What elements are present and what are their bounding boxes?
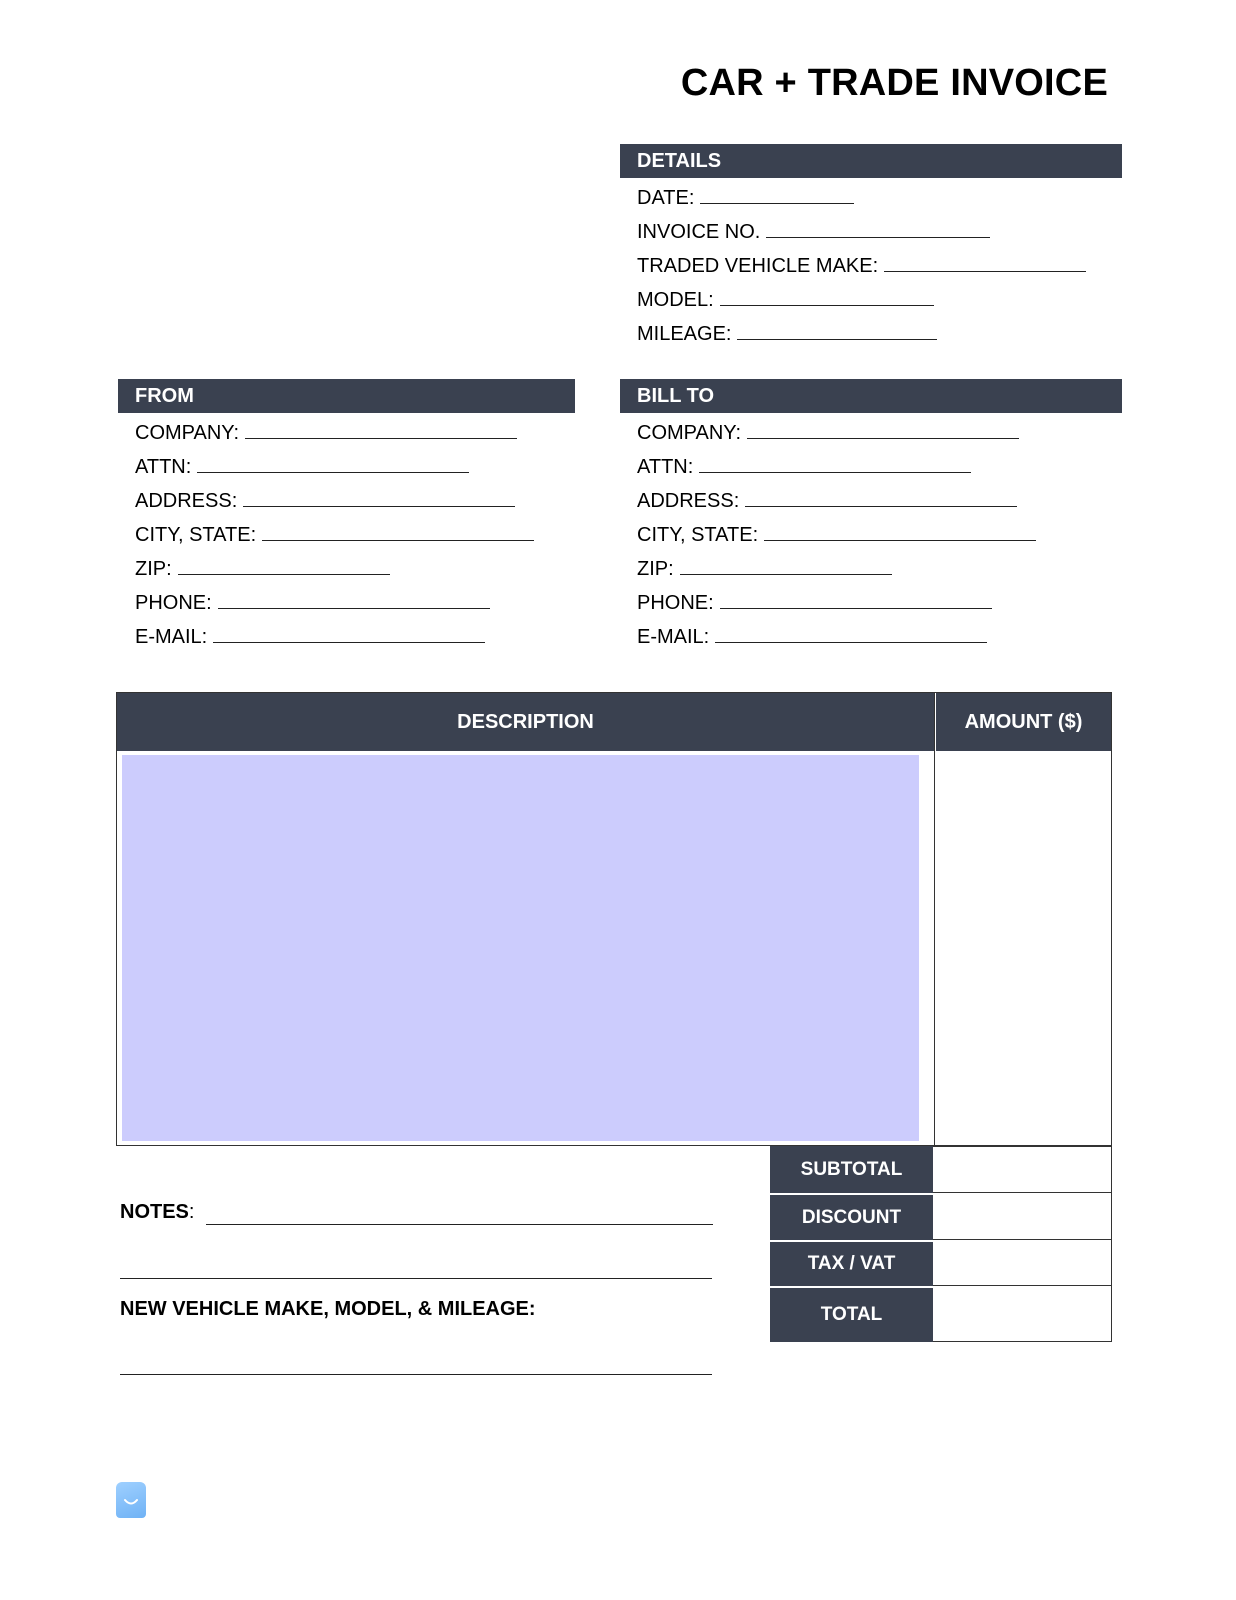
tax-vat-value[interactable] [933,1240,1112,1286]
from-company-label: COMPANY: [135,422,240,444]
details-date-row [637,181,1086,215]
bill-to-city-state-label: CITY, STATE: [637,524,759,546]
date-field[interactable] [700,187,854,204]
discount-value[interactable] [933,1193,1112,1240]
notes-colon: : [188,1201,195,1223]
from-city-state-label: CITY, STATE: [135,524,257,546]
new-vehicle-label: NEW VEHICLE MAKE, MODEL, & MILEAGE: [120,1298,536,1320]
from-address-row [135,484,534,518]
bill-to-company-label: COMPANY: [637,422,742,444]
from-address-label: ADDRESS: [135,490,238,512]
from-attn-row [135,450,534,484]
details-model-row [637,283,1086,317]
details-invoice-no-row [637,215,1086,249]
from-zip-label: ZIP: [135,558,172,580]
bill-to-attn-field[interactable] [699,456,971,473]
bill-to-phone-field[interactable] [720,592,992,609]
details-invoice-no-label: INVOICE NO. [637,221,761,243]
from-fields [135,416,534,654]
bill-to-company-field[interactable] [747,422,1019,439]
total-value[interactable] [933,1286,1112,1342]
from-company-row [135,416,534,450]
notes-line-2[interactable] [120,1256,712,1279]
notes-line-1[interactable] [206,1202,713,1225]
details-mileage-row [637,317,1086,351]
description-area[interactable] [122,755,919,1141]
bill-to-phone-label: PHONE: [637,592,714,614]
bill-to-phone-row [637,586,1036,620]
mileage-field[interactable] [737,323,937,340]
from-attn-field[interactable] [197,456,469,473]
brand-logo-icon [116,1482,146,1518]
details-fields [637,181,1086,351]
bill-to-header-label: BILL TO [637,385,715,407]
bill-to-fields [637,416,1036,654]
from-company-field[interactable] [245,422,517,439]
bill-to-address-label: ADDRESS: [637,490,740,512]
traded-vehicle-make-field[interactable] [884,255,1086,272]
from-email-field[interactable] [213,626,485,643]
model-field[interactable] [720,289,934,306]
from-zip-field[interactable] [178,558,390,575]
bill-to-zip-field[interactable] [680,558,892,575]
amount-header: AMOUNT ($) [936,693,1111,751]
from-email-label: E-MAIL: [135,626,208,648]
details-header-label: DETAILS [637,150,722,172]
from-city-state-field[interactable] [262,524,534,541]
notes-label-text: NOTES [120,1201,189,1223]
invoice-title: CAR + TRADE INVOICE [680,62,1108,104]
from-header-label: FROM [135,385,194,407]
from-attn-label: ATTN: [135,456,192,478]
details-mileage-label: MILEAGE: [637,323,732,345]
amount-area[interactable] [935,752,1110,1144]
subtotal-label: SUBTOTAL [770,1146,933,1193]
details-traded-make-label: TRADED VEHICLE MAKE: [637,255,879,277]
bill-to-zip-row [637,552,1036,586]
bill-to-city-state-field[interactable] [764,524,1036,541]
bill-to-zip-label: ZIP: [637,558,674,580]
from-email-row [135,620,534,654]
bill-to-address-field[interactable] [745,490,1017,507]
invoice-no-field[interactable] [766,221,990,238]
subtotal-value[interactable] [933,1146,1112,1193]
from-header [118,379,575,413]
new-vehicle-line[interactable] [120,1352,712,1375]
bill-to-email-row [637,620,1036,654]
total-label: TOTAL [770,1288,933,1342]
bill-to-email-field[interactable] [715,626,987,643]
bill-to-header [620,379,1122,413]
from-phone-field[interactable] [218,592,490,609]
details-date-label: DATE: [637,187,695,209]
bill-to-attn-row [637,450,1036,484]
from-phone-row [135,586,534,620]
from-city-state-row [135,518,534,552]
bill-to-city-state-row [637,518,1036,552]
details-header [620,144,1122,178]
tax-vat-label: TAX / VAT [770,1242,933,1286]
bill-to-email-label: E-MAIL: [637,626,710,648]
from-phone-label: PHONE: [135,592,212,614]
bill-to-attn-label: ATTN: [637,456,694,478]
notes-label [120,1201,194,1224]
discount-label: DISCOUNT [770,1195,933,1240]
details-model-label: MODEL: [637,289,714,311]
from-address-field[interactable] [243,490,515,507]
from-zip-row [135,552,534,586]
bill-to-company-row [637,416,1036,450]
description-header: DESCRIPTION [117,693,934,751]
details-traded-make-row [637,249,1086,283]
bill-to-address-row [637,484,1036,518]
